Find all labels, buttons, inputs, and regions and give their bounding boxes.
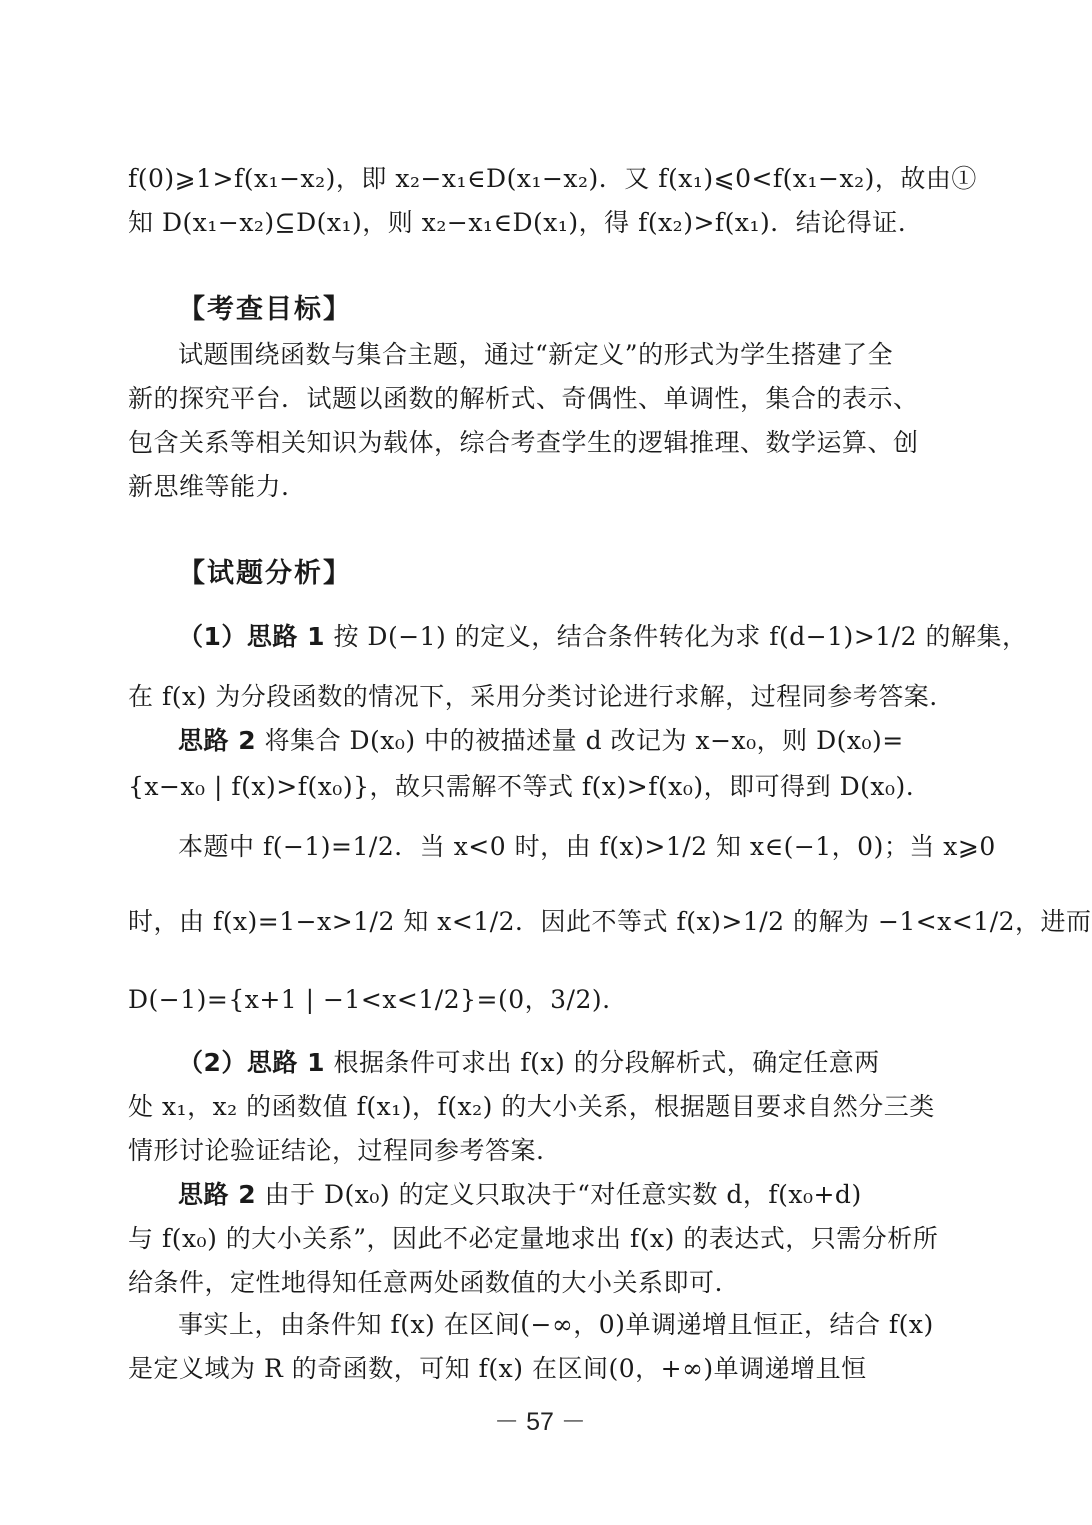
paragraph-line <box>178 1046 923 1080</box>
idea-label: 思路 2 <box>178 726 257 755</box>
page-number: － 57 － <box>494 1408 586 1436</box>
text-line: 本题中 f(−1)=1/2．当 x<0 时，由 f(x)>1/2 知 x∈(−1，0)；当 x⩾0 <box>178 832 996 861</box>
section-heading-analysis: 【试题分析】 <box>178 558 352 589</box>
text-line: 包含关系等相关知识为载体，综合考查学生的逻辑推理、数学运算、创 <box>128 428 919 457</box>
text-span: 按 D(−1) 的定义，结合条件转化为求 f(d−1)>1/2 的解集， <box>333 622 1028 651</box>
text-line: 处 x₁，x₂ 的函数值 f(x₁)，f(x₂) 的大小关系，根据题目要求自然分三类 <box>128 1092 935 1121</box>
text-line: 试题围绕函数与集合主题，通过“新定义”的形式为学生搭建了全 <box>178 340 894 369</box>
text-line: 与 f(x₀) 的大小关系”，因此不必定量地求出 f(x) 的表达式，只需分析所 <box>128 1224 939 1253</box>
paragraph-line <box>178 620 1028 654</box>
text-span: 由于 D(x₀) 的定义只取决于“对任意实数 d，f(x₀+d) <box>264 1180 862 1209</box>
text-line: 给条件，定性地得知任意两处函数值的大小关系即可. <box>128 1268 723 1297</box>
text-line: 情形讨论验证结论，过程同参考答案. <box>128 1136 545 1165</box>
text-line: 新的探究平台．试题以函数的解析式、奇偶性、单调性，集合的表示、 <box>128 384 919 413</box>
text-line: 时，由 f(x)=1−x>1/2 知 x<1/2．因此不等式 f(x)>1/2 的解为 −1<x<1/2，进而 <box>128 907 1092 936</box>
text-line: {x−x₀ | f(x)>f(x₀)}，故只需解不等式 f(x)>f(x₀)，即可得到 D(x₀). <box>128 772 915 801</box>
idea-label: （1）思路 1 <box>178 622 325 651</box>
text-span: 根据条件可求出 f(x) 的分段解析式，确定任意两 <box>333 1048 880 1077</box>
idea-label: 思路 2 <box>178 1180 257 1209</box>
text-line: D(−1)={x+1 | −1<x<1/2}=(0，3/2). <box>128 985 611 1014</box>
text-line: 知 D(x₁−x₂)⊆D(x₁)，则 x₂−x₁∈D(x₁)，得 f(x₂)>f(x₁)．结论得证. <box>128 208 907 237</box>
idea-label: （2）思路 1 <box>178 1048 325 1077</box>
section-heading-objective: 【考查目标】 <box>178 294 352 325</box>
paragraph-line <box>178 724 923 758</box>
text-line: 事实上，由条件知 f(x) 在区间(−∞，0)单调递增且恒正，结合 f(x) <box>178 1310 934 1339</box>
text-line: 在 f(x) 为分段函数的情况下，采用分类讨论进行求解，过程同参考答案. <box>128 682 938 711</box>
text-span: 将集合 D(x₀) 中的被描述量 d 改记为 x−x₀，则 D(x₀)= <box>264 726 904 755</box>
paragraph-line <box>178 1178 923 1212</box>
text-line: f(0)⩾1>f(x₁−x₂)，即 x₂−x₁∈D(x₁−x₂)．又 f(x₁)⩽0<f(x₁−x₂)，故由① <box>128 164 977 193</box>
text-line: 新思维等能力. <box>128 472 290 501</box>
text-line: 是定义域为 R 的奇函数，可知 f(x) 在区间(0，+∞)单调递增且恒 <box>128 1354 867 1383</box>
